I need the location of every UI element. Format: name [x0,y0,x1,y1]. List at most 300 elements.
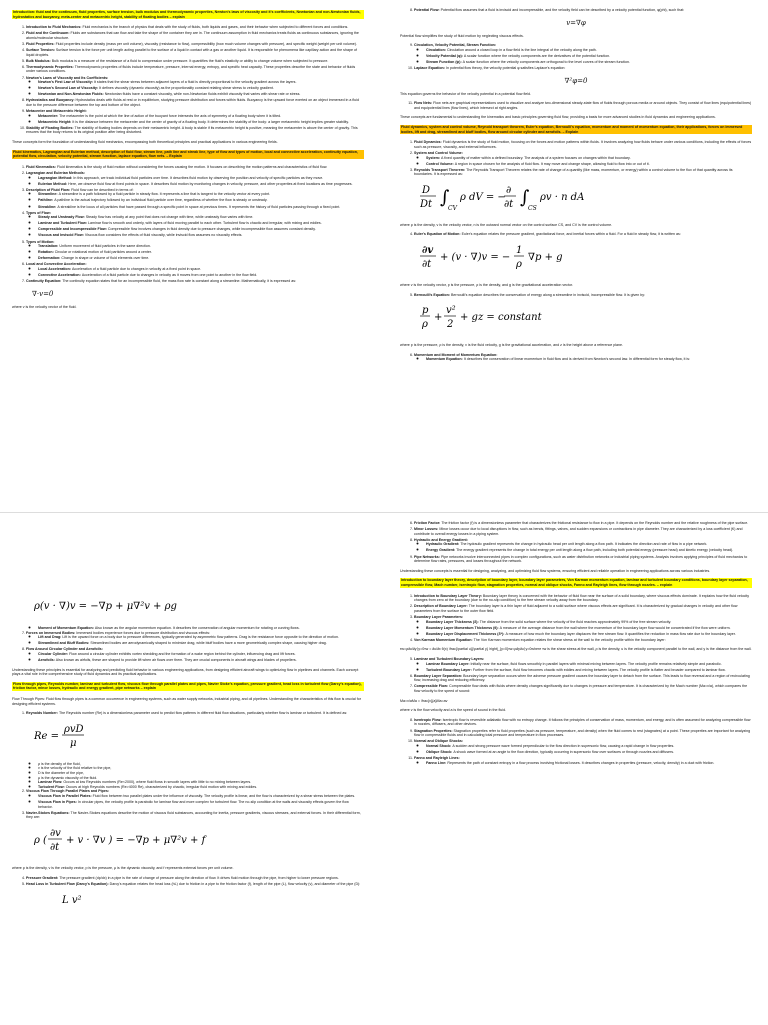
list-item [414,657,752,672]
paragraph: Potential flow simplifies the study of fluid motion by neglecting viscous effects. [400,33,524,38]
sub-list [26,215,364,238]
svg-text:ρvD: ρvD [64,723,84,735]
list-item-term: Local and Convective Acceleration: [26,262,87,267]
sub-list-item-text: Acceleration of a fluid particle due to changes in velocity as it moves from one point to another in the flow field. [81,273,258,278]
list-item-term: Circulation, Velocity Potential, Stream Function: [414,43,497,48]
list-friction [400,521,752,564]
svg-text:2: 2 [447,319,454,331]
list-item-text: Surface tension is the force per unit length acting parallel to the surface of a liquid in contact with a gas or another liquid. It is responsible for phenomena like capillary action and the shape of liquid droplets. [26,48,357,57]
sub-list-item-term: Aerofoils: [38,658,56,663]
list-item [414,353,752,362]
list-item-text: The stability of floating bodies depends on their metacentric height. A body is stable if its metacentric height is positive, meaning the metacenter is above the center of gravity. This ensures that the body returns to its original position after being disturbed. [26,125,358,135]
list-item-term: Viscous Flow Through Parallel Plates and Pipes: [26,789,110,794]
sub-list-item-term: Pathline: [38,198,55,203]
list-item-term: Description of Fluid Flow: [26,187,72,192]
sub-list-item-term: Convective Acceleration: [38,273,82,278]
sub-list-item-term: Boundary Layer Thickness (δ): [426,619,480,624]
sub-list-item-term: Boundary Layer Displacement Thickness (δ*): [426,631,506,636]
sub-list-item-term: Lagrangian Method: [38,175,74,180]
sub-list-item-text: A sudden and strong pressure wave formed perpendicular to the flow direction in supersonic flow, causing a rapid change in flow properties. [452,743,675,748]
list-item-term: Euler's Equation of Motion: [414,232,462,237]
list-viscous-flow [12,789,364,820]
sub-list-item [426,156,752,161]
list-item-term: Newton's Laws of Viscosity and Its Coefficients: [26,75,109,80]
list-item [26,279,364,284]
list-item-term: Compressible Flow: [414,684,450,689]
list-item-term: Flow Around Circular Cylinder and Aerofoils: [26,647,103,652]
sub-list-item [38,221,364,226]
sub-list-item [38,182,364,187]
paragraph: where v is the velocity vector of the fluid. [12,304,77,309]
list-item-text: Darcy's equation relates the head loss (hL) due to friction in a pipe to the friction factor (f), length of the pipe (L), flow velocity (v), and diameter of the pipe (D): [109,881,361,886]
svg-text:v²: v² [446,305,456,317]
sub-list [414,662,752,673]
sub-list [26,114,364,125]
sub-list [26,244,364,261]
list-item-term: Hydrostatics and Buoyancy: [26,98,76,103]
paragraph: These concepts are fundamental to understanding the kinematics and basic principles governing fluid flow, providing a basis for more advanced studies in fluid dynamics and engineering applications. [400,115,716,120]
list-item-text: The Von Karman momentum equation relates the shear stress at the wall to the velocity profile within the boundary layer: [473,637,666,642]
list-item [26,711,364,716]
list-item-term: Reynolds Transport Theorem: [414,167,467,172]
sub-list-item-text: It is the distance between the metacenter and the center of gravity of a floating body. It determines the stability of the body: a larger metacentric height implies greater stability. [72,119,349,124]
list-item [414,8,752,13]
sub-list-item [426,744,752,749]
equation-euler [420,242,752,277]
svg-text:∂: ∂ [506,184,512,196]
list-item [26,59,364,64]
sub-list-item [38,92,364,97]
page-2 [0,512,768,1025]
list-item [26,262,364,277]
sub-list-item-term: Rotation: [38,250,55,255]
list-item-term: Momentum and Moment of Momentum Equation: [414,352,498,357]
list-item [414,43,752,64]
momentum-equation-graphic [32,595,252,615]
list-item-text: The Reynolds Transport Theorem relates the rate of change of a quantity (like mass, momentum, or energy) within a control volume to the flux of that quantity across its boundaries. It is expressed as: [414,167,733,177]
list-item-text: Immersed bodies experience forces due to pressure distribution and viscous effects: [76,630,211,635]
list-item-term: Friction Factor: [414,521,442,525]
list-item-term: Metacenter and Metacentric Height: [26,109,87,114]
sub-list-item-text: Initially near the surface, fluid flows smoothly in parallel layers with minimal mixing between layers. The velocity profile remains relatively simple and parabolic. [470,661,722,666]
sub-list-item-text: Flow around a circular cylinder exhibits vortex shedding and the formation of a wake region behind the cylinder, influencing drag and lift forces. [69,651,296,656]
sub-list [26,176,364,187]
list-item [26,25,364,30]
sub-list-item [38,233,364,238]
list-item-text: Bernoulli's equation describes the conservation of energy along a streamline in inviscid, incompressible flow. It is given by: [451,292,646,297]
sub-list-item-term: Streamlined and Bluff Bodies: [38,641,91,646]
svg-text:ρ dV = −: ρ dV = − [460,191,506,203]
list-reynolds-terms [26,762,364,790]
list-item [414,674,752,683]
paragraph: where v is the velocity vector, p is the pressure, ρ is the density, and g is the gravitational acceleration vector. [400,283,573,288]
list-item-term: Laplace Equation: [414,66,446,71]
sub-list-item-text: Newtonian fluids have a constant viscosity, while non-Newtonian fluids exhibit viscosity that varies with shear rate or stress. [104,92,301,97]
equation-von-karman: τw=ρ∂u/∂y∣y=0τw = ∂u/∂x θ(x) \frac{\partial u}{\partial y} \right|_{y=0}τw=ρ∂y∂u∣y=0where τw is the shear stress at the wall, ρ is the density, u is the velocity component parallel to the wall, and y is the distance from the wall. [400,647,752,652]
svg-text:∂t: ∂t [50,841,60,853]
list-item [414,168,752,177]
sub-list-item-text: Further from the surface, fluid flow becomes chaotic with eddies and mixing between layers. The velocity profile is flatter and broader compared to laminar flow. [472,667,726,672]
sub-list-item-text: It describes the conservation of linear momentum in fluid flow and is derived from Newton's second law. In differential form for steady flow, it is: [463,357,691,362]
svg-text:+ v · ∇v ) = −∇p + μ∇²v + f: + v · ∇v ) = −∇p + μ∇²v + f [66,834,206,846]
svg-text:+ (v · ∇)v = −: + (v · ∇)v = − [440,252,511,264]
sub-list-item-text: Circular or rotational motion of fluid particles around a center. [54,250,152,255]
svg-text:CS: CS [528,204,537,212]
sub-list-item [426,48,752,53]
sub-list [414,542,752,553]
sub-list-item-term: Viscous and Inviscid Flow: [38,233,85,238]
list-item [414,638,752,643]
paragraph: where p is the pressure, ρ is the density, v is the fluid velocity, g is the gravitational acceleration, and z is the height above a reference plane. [400,343,624,348]
sub-list-item [38,192,364,197]
sub-list-item-term: Hydraulic Gradient: [426,542,461,547]
sub-list-item-term: Velocity Potential (φ): [426,53,464,58]
sub-list [414,357,752,362]
svg-text:∫: ∫ [440,186,450,208]
sub-list-item-term: Metacenter: [38,113,60,118]
sub-list-item-term: Translation: [38,244,60,249]
list-item-text: μ is the dynamic viscosity of the fluid. [38,775,98,780]
list-item [26,98,364,107]
svg-text:∂v: ∂v [422,245,434,257]
svg-text:∂t: ∂t [504,198,514,210]
list-item [414,729,752,738]
sub-list-item-text: Laminar flow is smooth and orderly, with layers of fluid moving parallel to each other. Turbulent flow is chaotic and irregular, with mixing and eddies. [88,221,322,226]
sub-list-item [38,641,364,646]
list-item-term: Boundary Layer Parameters: [414,614,464,619]
list-item-term: Laminar and Turbulent Boundary Layers: [414,656,485,661]
sub-list-item [38,635,364,640]
sub-list-item-text: Acceleration of a fluid particle due to changes in velocity at a fixed point in space. [72,267,202,272]
list-item-term: Lagrangian and Eulerian Methods: [26,170,85,175]
sub-list-item-term: Lift and Drag: [38,635,63,640]
sub-list-item-text: Viscous flow considers the effects of fluid viscosity, while inviscid flow assumes no viscosity effects. [84,233,243,238]
list-item-term: Stagnation Properties: [414,728,454,733]
svg-text:+ gz = constant: + gz = constant [460,312,542,324]
list-kinematics [12,165,364,284]
list-item-term: Forces on Immersed Bodies: [26,630,77,635]
sub-list-item-text: A streamline is a path followed by a fluid particle in steady flow. It represents a line that is tangent to the velocity vector at every point. [58,192,271,197]
sub-list-item-term: Boundary Layer Momentum Thickness (θ): [426,625,500,630]
list-item [26,647,364,662]
sub-list-item-text: A measure of how much the boundary layer displaces the free stream flow. It quantifies the reduction in mass flow rate due to the boundary layer. [505,631,736,636]
sub-list-item-term: Compressible and Incompressible Flow: [38,227,108,232]
sub-list-item-term: Circular Cylinder: [38,651,70,656]
paragraph: where ρ is the density, v is the velocity vector, n is the outward normal vector on the control surface CS, and CV is the control volume. [400,222,613,227]
list-item-text: Fluid properties include density (mass per unit volume), viscosity (resistance to flow), compressibility (how much volume changes with pressure), and specific weight (weight per unit volume). [55,41,357,46]
reynolds-number-graphic [32,721,252,751]
sub-list-item-term: Control Volume: [426,161,455,166]
sub-list-item-text: In circular pipes, the velocity profile is parabolic for laminar flow and more complex for turbulent flow. The no-slip condition at the walls and viscosity effects govern the flow behavior. [38,800,349,809]
svg-text:L v²: L v² [62,895,82,907]
sub-list-item-text: Lift is the upward force on a body due to pressure differences, typically generated by asymmetric flow patterns. Drag is the resistance force opposite to the direction of motion. [62,635,339,640]
section-heading-boundary-layer: Introduction to boundary layer theory, description of boundary layer, boundary layer parameters, Von Karman momentum equation, laminar and turbulent boundary conditions, boundary layer separation, compressible flow, Mach number, isentropic flow, stagnation properties, normal and oblique shocks, Fanno and Rayleigh lines, flow through nozzles. – explain [400,578,752,587]
sub-list [26,80,364,97]
sub-list-item [38,120,364,125]
sub-list-item [38,205,364,210]
svg-text:D: D [422,184,431,196]
sub-list-item-term: Metacentric Height: [38,119,73,124]
sub-list-item [38,86,364,91]
sub-list-item-text: Change in shape or volume of fluid elements over time. [61,256,150,261]
list-item [414,151,752,166]
list-flow-nets [400,101,752,110]
list-item-term: Navier-Stokes Equations: [26,810,71,815]
list-item [26,42,364,47]
page-1 [0,0,768,512]
list-item-text: Occurs at high Reynolds numbers (Re>4000 Re), characterized by chaotic, irregular fluid motion with mixing and eddies. [65,784,258,789]
equation-laplace: ∇²φ=0 [564,76,588,85]
list-item-term: Types of Motion: [26,239,55,244]
sub-list-item-term: Newton's First Law of Viscosity: [38,80,94,85]
list-item-term: Flow Nets: [414,101,434,106]
section-heading-kinematics: Fluid kinematics, Lagrangian and Eulerian method, description of fluid flow, stream line, path line and streak line, type of flow and types of motion, local and connective acceleration, continuity equation, potential flow, circulation, velocity potential, stream function, laplace equation, flow nets. – Explain [12,150,364,159]
sub-list-item [38,267,364,272]
list-item-term: Pressure Gradient: [26,875,60,880]
sub-list-item-text: Steady flow has velocity at any point that does not change with time, while unsteady flow varies with time. [85,215,254,220]
sub-list [414,744,752,755]
svg-text:Dt: Dt [420,198,433,210]
sub-list [26,267,364,278]
list-circulation [400,43,752,70]
sub-list [414,620,752,637]
sub-list [414,156,752,167]
list-item [26,631,364,646]
sub-list-item [426,761,752,766]
sub-list-item [38,80,364,85]
svg-text:p: p [422,305,429,317]
list-item [414,684,752,693]
list-momentum [400,353,752,362]
paragraph: where ρ is the density, v is the velocity vector, p is the pressure, μ is the dynamic viscosity, and f represents external forces per unit volume. [12,865,234,870]
equation-reynolds-number [32,721,364,756]
list-item [414,140,752,149]
list-item-text: The boundary layer is a thin layer of fluid adjacent to a solid surface where viscous effects are significant. It is characterized by gradual changes in velocity and other flow parameters from the surface to the outer flow field. [414,604,738,613]
sub-list-item [426,750,752,755]
list-item [26,811,364,820]
list-item-term: Description of Boundary Layer: [414,604,469,609]
equation-continuity: ∇·v=0 [32,289,54,298]
sub-list-item [38,250,364,255]
sub-list-item-term: Circulation: [426,47,447,52]
sub-list-item-text: The distance from the solid surface where the velocity of the fluid reaches approximately 99% of the free stream velocity. [479,619,672,624]
sub-list-item-text: Fluid flow between two parallel plates under the influence of viscosity. The velocity profile is linear, and the flow is characterized by a shear stress between the plates. [92,793,356,798]
page2-right-column [400,521,752,770]
svg-text:ρ (: ρ ( [34,834,47,846]
list-item-term: Minor Losses: [414,527,440,532]
paragraph: Understanding these concepts is essential for designing, analyzing, and optimizing fluid flow systems, ensuring efficient and reliable operation in engineering applications across various industries. [400,568,711,573]
list-item [414,66,752,71]
equation-velocity-potential: v=∇φ [566,18,586,27]
page1-right-column [400,8,752,367]
sub-list-item-text: It states that the shear stress between adjacent layers of a fluid is directly proportional to the velocity gradient across the layers. [93,80,297,85]
sub-list-item [38,658,364,663]
svg-text:Re =: Re = [34,730,60,742]
sub-list-item-text: The hydraulic gradient represents the change in hydraulic head per unit length along a flow path. It indicates the direction and rate of flow in a pipe network. [460,542,708,547]
sub-list-item [426,357,752,362]
list-item [414,604,752,613]
svg-text:ρ: ρ [422,319,428,331]
equation-navier-stokes [32,825,364,860]
sub-list [26,635,364,646]
list-item-text: ρ is the density of the fluid, [38,761,81,766]
list-item [414,538,752,553]
list-item [414,718,752,727]
list-item-text: Fluid flow can be described in terms of: [71,187,134,192]
page1-left-column [12,8,364,314]
list-item-text: Bulk modulus is a measure of the resistance of a fluid to compression under pressure. It quantifies the fluid's elasticity or ability to change volume when subjected to pressure. [51,58,329,63]
sub-list-item-text: Streamlined bodies are aerodynamically shaped to minimize drag, while bluff bodies have a more geometrically complex shape, causing higher drag. [90,641,327,646]
sub-list-item-term: Turbulent Boundary Layer: [426,667,473,672]
svg-text:ρ: ρ [516,259,522,271]
list-item-text: Boundary layer separation occurs when the adverse pressure gradient causes the boundary layer to detach from the surface. This leads to flow reversal and a region of recirculating flow, increasing drag and reducing efficiency. [414,673,750,683]
sub-list-item [426,668,752,673]
list-item-term: Fluid Dynamics: [414,140,443,145]
list-item-term: Head Loss in Turbulent Flow (Darcy's Equation): [26,881,110,886]
svg-text:∂v: ∂v [50,827,61,839]
section-heading-pipes: Flow through pipes, Reynolds number, laminar and turbulent flow, viscous flow through parallel plates and pipes, Navier Stoke's equation, pressure gradient, head loss in turbulent flow (Darcy's equation), friction factor, minor losses, hydraulic and energy gradient, pipe networks – explain [12,682,364,691]
list-item-term: System and Control Volume: [414,150,463,155]
sub-list-item-text: In this approach, we track individual fluid particles over time. It describes fluid motion by observing the position and velocity of specific particles as they move. [73,175,324,180]
list-item-text: Thermodynamic properties of fluids include temperature, pressure, internal energy, entropy, and specific heat capacity. These properties describe the state and behavior of fluids under various conditions. [26,64,356,74]
sub-list-item [38,114,364,119]
sub-list-item [426,54,752,59]
list-item [414,555,752,564]
sub-list-item [38,800,364,809]
sub-list-item-term: System: [426,155,441,160]
list-item-text: The friction factor (f) is a dimensionless parameter that characterizes the frictional resistance to flow in a pipe. It depends on the Reynolds number and the relative roughness of the pipe surface. [441,521,749,525]
sub-list-item [38,215,364,220]
sub-list-item-term: Momentum Equation: [426,357,464,362]
paragraph: Understanding these principles is essential for analyzing and predicting fluid behavior in various engineering applications, from designing efficient aircraft wings to optimizing flow in pipelines and channels. Each concept plays a vital role in the comprehensive study of fluid dynamics and its practical applications. [12,667,359,677]
list-item-term: Laminar Flow: [38,780,64,785]
svg-text:1: 1 [516,245,523,257]
darcy-equation-graphic [32,891,252,911]
list-item-text: Occurs at low Reynolds numbers (Re<2000), where fluid flows in smooth layers with little to no mixing between layers. [63,780,252,785]
equation-darcy [32,891,364,916]
equation-momentum [32,595,364,620]
list-item [414,527,752,536]
list-laminar-turbulent-bl [400,657,752,694]
sub-list-item-text: Compressible flow involves changes in fluid density due to pressure changes, while incompressible flow assumes constant density. [107,227,316,232]
sub-list-item-text: A shock wave formed at an angle to the flow direction, typically occurring in supersonic flow over surfaces or through nozzles and diffusers. [453,749,675,754]
sub-list-item [38,227,364,232]
sub-list-item-text: A scalar function where the velocity components are orthogonal to the level curves of the stream function. [462,59,631,64]
list-item [26,76,364,97]
list-item-text: Flow nets are graphical representations used to visualize and analyze two-dimensional steady-state flow of fluids through porous media or around objects. They consist of flow lines (equipotential lines) and equipotential lines (flow lines), which intersect at right angles. [414,101,752,110]
sub-list-item-text: A pathline is the actual trajectory followed by an individual fluid particle over time, regardless of whether the flow is steady or unsteady. [54,198,268,203]
sub-list-item-term: Newton's Second Law of Viscosity: [38,86,100,91]
list-euler [400,232,752,237]
list-item-text: Fluids are substances that can flow and take the shape of the container they are in. The continuum assumption in fluid mechanics treats fluids as continuous substances, ignoring the atomic/molecular structure. [26,31,359,40]
sub-list [26,652,364,663]
list-bernoulli [400,293,752,298]
sub-list-item-text: The energy gradient represents the change in total energy per unit length along a flow path, including both potential energy (pressure head) and kinetic energy (velocity head). [456,548,734,553]
list-item-text: Euler's equation relates the pressure gradient, gravitational force, and inertial forces within a fluid. For a fluid in steady flow, it is written as: [461,232,681,237]
sub-list-item [426,548,752,553]
list-item-term: Introduction to Fluid Mechanics: [26,25,83,30]
list-item-term: Reynolds Number: [26,711,59,716]
list-item [414,756,752,765]
sub-list-item-term: Viscous Flow in Parallel Plates: [38,793,93,798]
list-item [414,293,752,298]
list-item-text: Pipe networks involve interconnected pipes in complex configurations, such as water distribution networks or industrial piping systems. Analysis involves applying principles of fluid mechanics to determine flow rates, pressures, and losses throughout the network. [414,554,748,564]
sub-list-item-term: Fanno Line: [426,760,448,765]
svg-text:ρ(v · ∇)v = −∇p + μ∇²v + ρg: ρ(v · ∇)v = −∇p + μ∇²v + ρg [34,601,177,612]
list-item [414,521,752,526]
page2-left-column [12,521,364,922]
sub-list-item-term: Laminar and Turbulent Flow: [38,221,89,226]
list-item-term: Fluid Properties: [26,41,56,46]
list-item-term: Bernoulli's Equation: [414,292,451,297]
list-item-text: D is the diameter of the pipe, [38,771,84,775]
paragraph: This equation governs the behavior of the velocity potential in a potential flow field. [400,91,532,96]
list-item-term: Potential Flow: [414,8,441,12]
section-heading-dynamics: Fluid dynamics, system and control volume, Reynold transport theorem, Euler's equation, Bernoulli's equation, momentum and moment of momentum equation, their applications, forces on immersed bodies, lift and drag, streamlined and bluff bodies, flow around circular cylinder and aerofoils. – Explain [400,125,752,134]
svg-text:CV: CV [448,204,457,212]
list-item-term: Types of Flow: [26,210,51,215]
sub-list-item-text: A region in space chosen for the analysis of fluid flow. It may move and change shape, allowing fluid to flow into or out of it. [454,161,650,166]
list-item [26,109,364,124]
list-item-term: Introduction to Boundary Layer Theory: [414,593,483,598]
list-item [26,31,364,40]
list-item-term: Normal and Oblique Shocks: [414,739,464,744]
sub-list-item [38,244,364,249]
list-item [414,615,752,636]
sub-list-item [38,652,364,657]
list-item [26,48,364,57]
sub-list-item-term: Eulerian Method: [38,181,69,186]
sub-list-item [38,176,364,181]
list-item-term: Boundary Layer Separation: [414,673,464,678]
sub-list-item-text: Here, we observe fluid flow at fixed points in space. It describes fluid motion by monitoring changes in velocity, pressure, and other properties at fixed locations as time progresses. [68,181,353,186]
sub-list-item-term: Streakline: [38,204,58,209]
list-boundary-layer [400,594,752,643]
list-item [26,882,364,887]
sub-list-item [426,620,752,625]
sub-list-item-term: Deformation: [38,256,62,261]
list-item-term: Continuity Equation: [26,279,63,284]
list-item-text: v is the velocity of the fluid relative to the pipe, [38,766,112,771]
list-item [414,739,752,754]
sub-list-item [426,542,752,547]
list-item-text: The pressure gradient (dp/dx) in a pipe is the rate of change of pressure along the direction of flow. It drives fluid motion through the pipe, from higher to lower pressure regions. [59,875,339,880]
svg-text:∫: ∫ [520,186,530,208]
sub-list-item-term: Local Acceleration: [38,267,73,272]
euler-equation-graphic [420,242,640,272]
list-item-text: In potential flow theory, the velocity potential φ satisfies Laplace's equation: [445,66,566,71]
sub-list-item [426,60,752,65]
list-item-term: Von Karman Momentum Equation: [414,637,474,642]
list-item-text: Fluid dynamics is the study of fluid motion, focusing on the forces and motion patterns within fluids. It involves analyzing how fluids behave under various conditions, including the effects of forces such as pressure, viscosity, and external influences. [414,140,752,149]
list-item [26,171,364,186]
list-item-text: Compressible flow deals with fluids where density changes significantly due to changes in pressure and temperature. It is characterized by the Mach number (Ma=v/a), which compares the flow velocity to the speed of sound: [414,684,748,694]
list-pressure-gradient [12,876,364,887]
list-item-term: Fluid and the Continuum: [26,31,71,36]
sub-list-item [38,256,364,261]
list-isentropic [400,718,752,765]
svg-text:+: + [434,312,443,324]
sub-list [414,48,752,65]
sub-list-item-text: A scalar function where the velocity components are the derivatives of the potential function. [463,53,611,58]
reynolds-transport-equation-graphic [420,182,640,212]
list-reynolds [12,711,364,716]
list-item-text: Boundary layer theory is concerned with the behavior of fluid flow near the surface of a solid boundary, where viscous effects dominate. It explains how the fluid velocity changes from zero at the boundary (due to the no-slip condition) to the free stream velocity away from the boundary. [414,593,750,603]
list-item-text: Minor losses occur due to local disruptions in flow, such as bends, fittings, valves, and sudden expansions or contractions in pipe diameter. They are characterized by a loss coefficient (K) and contribute to overall energy losses in a piping system. [414,527,743,536]
equation-reynolds-transport [420,182,752,217]
paragraph: where v is the flow velocity and a is the speed of sound in the fluid. [400,708,507,713]
list-item-text: Potential flow assumes that a fluid is inviscid and incompressible, and the velocity field can be described by a velocity potential function, φ(phi), such that: [440,8,685,12]
